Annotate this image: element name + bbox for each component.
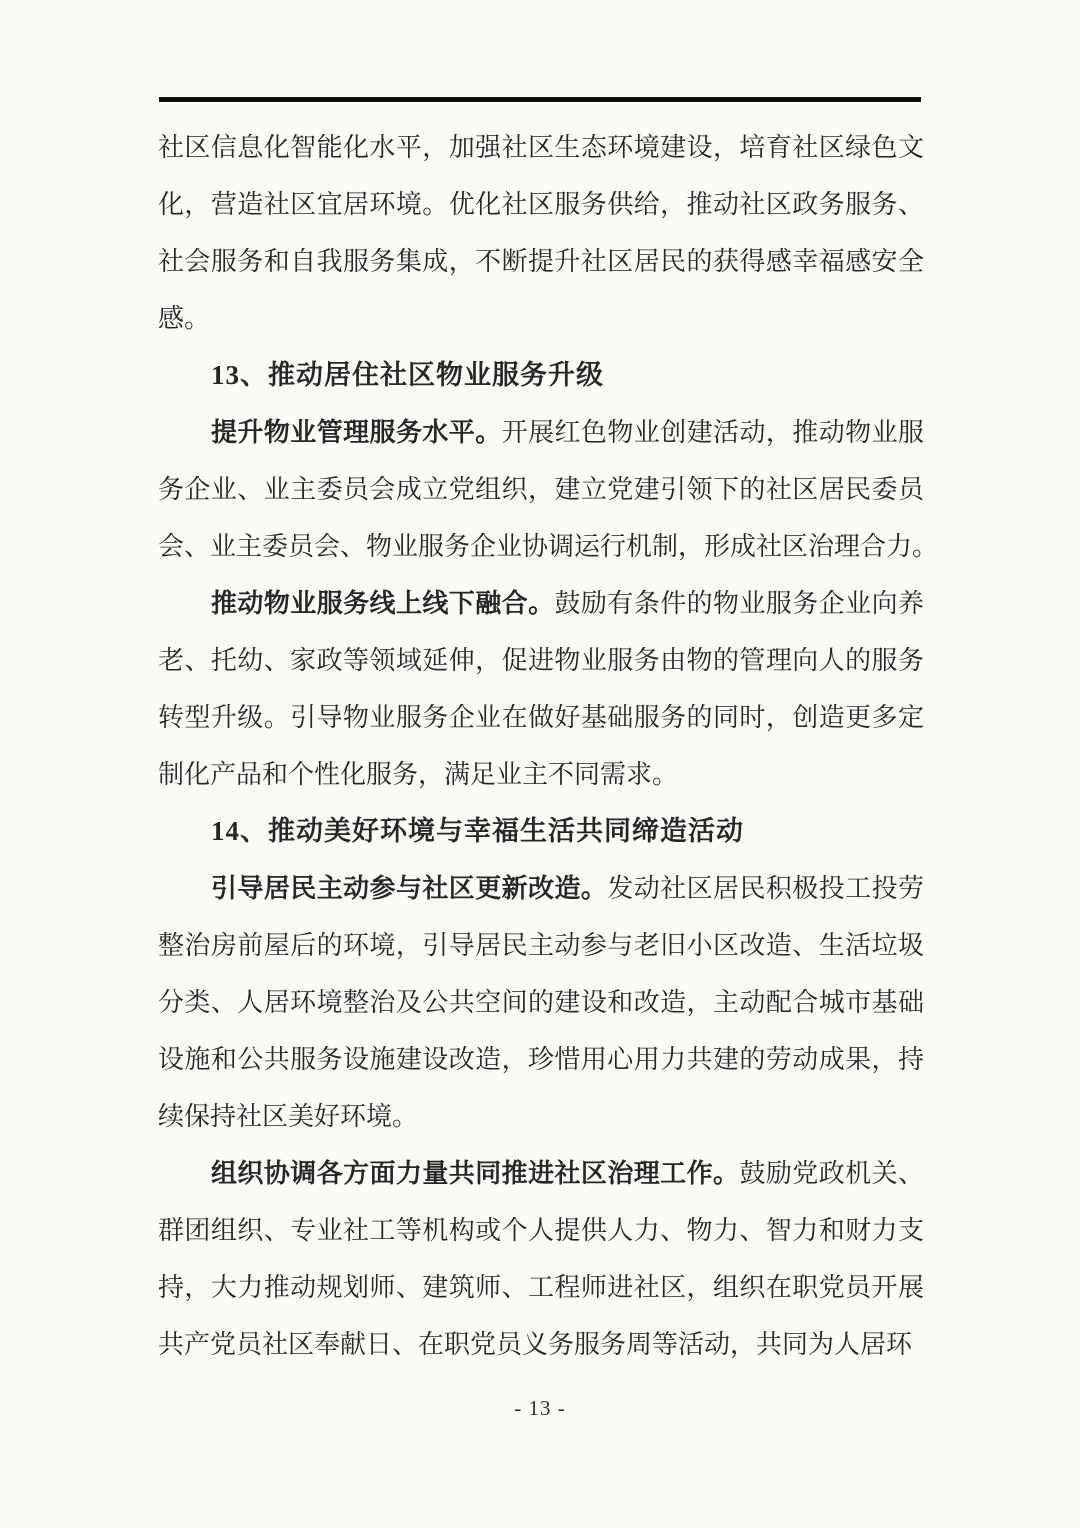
text-line: 分类、人居环境整治及公共空间的建设和改造，主动配合城市基础	[158, 988, 924, 1017]
text-line: 续保持社区美好环境。	[158, 1102, 419, 1131]
document-body	[158, 119, 939, 1373]
text-line	[158, 575, 924, 632]
text-line: 化，营造社区宜居环境。优化社区服务供给，推动社区政务服务、	[158, 190, 924, 219]
text-line: 设施和公共服务设施建设改造，珍惜用心用力共建的劳动成果，持	[158, 1045, 924, 1074]
paragraph-text: 鼓励有条件的物业服务企业向养	[554, 589, 924, 618]
paragraph	[158, 404, 939, 575]
text-line: 共产党员社区奉献日、在职党员义务服务周等活动，共同为人居环	[158, 1330, 913, 1359]
text-line: 群团组织、专业社工等机构或个人提供人力、物力、智力和财力支	[158, 1216, 924, 1245]
page-number: - 13 -	[514, 1396, 566, 1420]
text-line: 务企业、业主委员会成立党组织，建立党建引领下的社区居民委员	[158, 475, 924, 504]
text-line	[158, 1145, 924, 1202]
section-heading-14: 14、推动美好环境与幸福生活共同缔造活动	[211, 816, 744, 846]
text-line	[158, 404, 924, 461]
paragraph	[158, 119, 924, 347]
text-line: 社会服务和自我服务集成，不断提升社区居民的获得感幸福感安全	[158, 247, 924, 276]
section-heading-13: 13、推动居住社区物业服务升级	[211, 360, 604, 390]
text-line: 转型升级。引导物业服务企业在做好基础服务的同时，创造更多定	[158, 703, 924, 732]
text-line: 感。	[158, 304, 211, 333]
text-line: 社区信息化智能化水平，加强社区生态环境建设，培育社区绿色文	[158, 133, 924, 162]
paragraph-lead: 引导居民主动参与社区更新改造。	[211, 874, 608, 903]
paragraph-lead: 推动物业服务线上线下融合。	[211, 589, 555, 618]
text-line: 整治房前屋后的环境，引导居民主动参与老旧小区改造、生活垃圾	[158, 931, 924, 960]
text-line: 老、托幼、家政等领域延伸，促进物业服务由物的管理向人的服务	[158, 646, 924, 675]
paragraph-lead: 提升物业管理服务水平。	[211, 418, 502, 447]
paragraph	[158, 575, 924, 803]
text-line: 持，大力推动规划师、建筑师、工程师进社区，组织在职党员开展	[158, 1273, 924, 1302]
text-line: 会、业主委员会、物业服务企业协调运行机制，形成社区治理合力。	[158, 532, 939, 561]
paragraph	[158, 1145, 924, 1373]
header-rule	[159, 97, 921, 102]
paragraph	[158, 860, 924, 1145]
paragraph-text: 开展红色物业创建活动，推动物业服	[501, 418, 924, 447]
text-line	[158, 860, 924, 917]
paragraph-text: 鼓励党政机关、	[739, 1159, 924, 1188]
paragraph-lead: 组织协调各方面力量共同推进社区治理工作。	[211, 1159, 740, 1188]
text-line: 制化产品和个性化服务，满足业主不同需求。	[158, 760, 679, 789]
paragraph-text: 发动社区居民积极投工投劳	[607, 874, 924, 903]
